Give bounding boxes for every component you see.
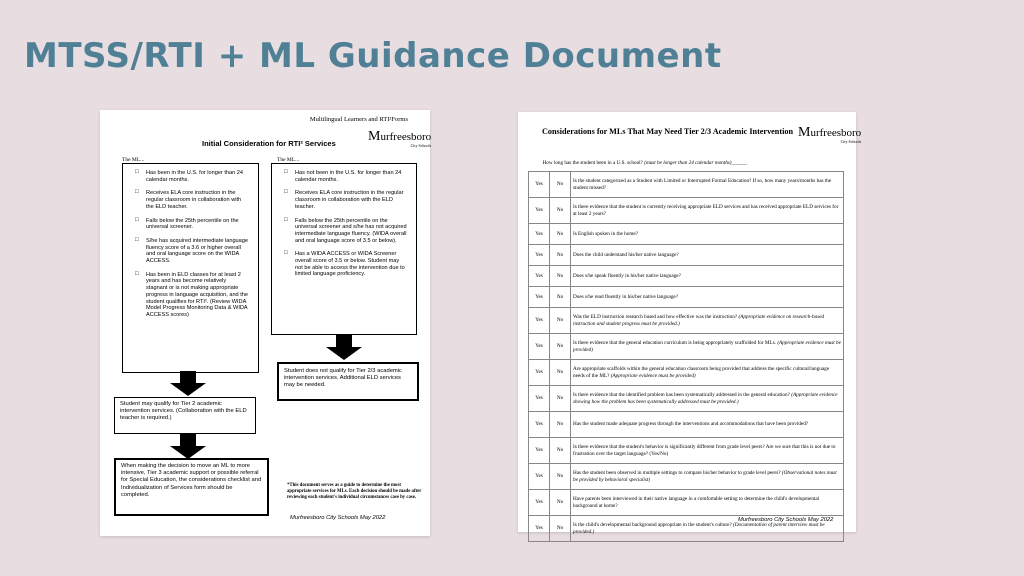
- tier2-result-text: Student may qualify for Tier 2 academic intervention services. (Collaboration with the ELD teacher is required.): [120, 401, 247, 422]
- evidence-note: (Appropriate evidence on research-based instruction and student progress must be provided.): [573, 314, 825, 327]
- no-option[interactable]: No: [550, 245, 571, 266]
- down-arrow-icon: [170, 434, 206, 460]
- criteria-item: □ Receives ELA core instruction in the regular classroom in collaboration with the ELD teacher.: [135, 190, 248, 210]
- no-qualify-result-box: [277, 362, 419, 401]
- tier2-result-box: [114, 397, 256, 434]
- question-cell: [571, 438, 844, 464]
- criteria-item: □ S/he has acquired intermediate language fluency score of a 3.6 or higher overall and oral language score on the WIDA ACCESS.: [135, 238, 248, 265]
- no-option[interactable]: No: [550, 438, 571, 464]
- logo-subtext: City Schools: [840, 139, 862, 144]
- table-row: [529, 490, 844, 516]
- yes-option[interactable]: Yes: [529, 266, 550, 287]
- tier3-decision-box: [114, 458, 269, 516]
- checklist-title: Considerations for MLs That May Need Tier 2/3 Academic Intervention: [542, 127, 794, 136]
- table-row: [529, 224, 844, 245]
- considerations-checklist-document: [518, 112, 862, 535]
- considerations-table: [528, 156, 844, 542]
- question-text: Has the student been observed in multiple settings to compare his/her behavior to grade level peers?: [573, 470, 781, 477]
- no-option[interactable]: No: [550, 287, 571, 308]
- question-text: Was the ELD instruction research based and how effective was the instruction?: [573, 314, 738, 321]
- question-cell: [571, 224, 844, 245]
- question-text: Is there evidence that the identified problem has been systematically addressed in the general education?: [573, 392, 790, 399]
- slide-title: MTSS/RTI + ML Guidance Document: [24, 36, 722, 76]
- no-option[interactable]: No: [550, 224, 571, 245]
- no-option[interactable]: No: [550, 412, 571, 438]
- yes-option[interactable]: Yes: [529, 334, 550, 360]
- question-cell: [571, 308, 844, 334]
- header-note: (must be longer than 24 calendar months)______: [644, 160, 748, 167]
- question-cell: [571, 360, 844, 386]
- criteria-item: □ Receives ELA core instruction in the regular classroom in collaboration with the ELD teacher.: [284, 190, 408, 210]
- question-text: Is there evidence that the general education curriculum is being appropriately scaffolded for MLs.: [573, 340, 777, 347]
- right-criteria-box: [271, 163, 417, 335]
- header-question: How long has the student been in a U.S. school?: [542, 160, 643, 167]
- yes-option[interactable]: Yes: [529, 245, 550, 266]
- question-cell: [571, 172, 844, 198]
- evidence-note: (Appropriate evidence must be provided): [610, 372, 696, 379]
- yes-option[interactable]: Yes: [529, 464, 550, 490]
- logo-subtext: City Schools: [410, 143, 432, 148]
- no-option[interactable]: No: [550, 516, 571, 542]
- evidence-note: (Appropriate evidence showing how the problem has been systematically addressed must be provided.): [573, 392, 838, 405]
- criteria-item: □ Has not been in the U.S. for longer than 24 calendar months.: [284, 170, 408, 183]
- no-option[interactable]: No: [550, 308, 571, 334]
- question-text: Does the child understand his/her native language?: [573, 251, 679, 258]
- question-text: Is there evidence that the student is currently receiving appropriate ELD services and has received appropriate ELD services for at least 2 years?: [573, 204, 839, 217]
- tier3-decision-text: When making the decision to move an ML to more intensive, Tier 3 academic support or possible referral for Special Education, the considerations checklist and Individualization of Services form should be completed.: [121, 463, 262, 498]
- down-arrow-icon: [170, 371, 206, 397]
- question-cell: [571, 490, 844, 516]
- left-column-label: The ML...: [122, 157, 145, 163]
- question-cell: [571, 464, 844, 490]
- left-criteria-box: [122, 163, 259, 373]
- table-row: [529, 245, 844, 266]
- yes-option[interactable]: Yes: [529, 516, 550, 542]
- no-option[interactable]: No: [550, 386, 571, 412]
- yes-option[interactable]: Yes: [529, 386, 550, 412]
- table-row: [529, 172, 844, 198]
- logo-text: urfreesboro: [380, 131, 432, 143]
- guidance-note: *This document serves as a guide to determine the most appropriate services for MLs. Each decision should be made after reviewing each student's individual circumstances case by case.: [287, 483, 422, 500]
- question-text: Does s/he read fluently in his/her native language?: [573, 293, 679, 300]
- no-option[interactable]: No: [550, 360, 571, 386]
- right-column-label: The ML...: [277, 157, 300, 163]
- doc-header-note: Multilingual Learners and RTI²Forms: [309, 116, 408, 123]
- no-option[interactable]: No: [550, 334, 571, 360]
- yes-option[interactable]: Yes: [529, 490, 550, 516]
- question-cell: [571, 287, 844, 308]
- table-row: [529, 198, 844, 224]
- yes-option[interactable]: Yes: [529, 287, 550, 308]
- logo-text: urfreesboro: [810, 127, 862, 139]
- table-row: [529, 464, 844, 490]
- yes-option[interactable]: Yes: [529, 412, 550, 438]
- table-row: [529, 412, 844, 438]
- evidence-note: (Documentation of parent interview must be provided.): [573, 522, 825, 535]
- logo-initial: M: [368, 129, 381, 144]
- yes-option[interactable]: Yes: [529, 438, 550, 464]
- question-cell: [571, 334, 844, 360]
- district-logo: [798, 123, 861, 144]
- table-row: [529, 334, 844, 360]
- question-text: Does s/he speak fluently in his/her native language?: [573, 272, 681, 279]
- no-option[interactable]: No: [550, 198, 571, 224]
- right-criteria-list: [284, 170, 408, 278]
- yes-option[interactable]: Yes: [529, 360, 550, 386]
- question-cell: [571, 198, 844, 224]
- question-text: Are appropriate scaffolds within the general education classroom being provided that address the specific cultural/language needs of the ML?: [573, 366, 830, 379]
- checklist-footer: Murfreesboro City Schools May 2022: [738, 517, 834, 523]
- question-cell: [571, 245, 844, 266]
- yes-option[interactable]: Yes: [529, 198, 550, 224]
- yes-option[interactable]: Yes: [529, 224, 550, 245]
- header-question-cell: [529, 156, 844, 172]
- table-row: [529, 266, 844, 287]
- criteria-item: □ Falls below the 25th percentile on the universal screener.: [135, 218, 248, 231]
- question-text: Have parents been interviewed in their native language in a comfortable setting to determine the child's developmental background at home?: [573, 496, 820, 509]
- table-header-row: [529, 156, 844, 172]
- no-option[interactable]: No: [550, 490, 571, 516]
- question-text: Is English spoken in the home?: [573, 230, 638, 237]
- criteria-item: □ Has been in the U.S. for longer than 24 calendar months.: [135, 170, 248, 183]
- criteria-item: □ Falls below the 25th percentile on the universal screener and s/he has not acquired intermediate language fluency. (WIDA overall and oral language score of 3.5 or below).: [284, 218, 408, 245]
- evidence-note: (Appropriate evidence must be provided): [573, 340, 841, 353]
- yes-option[interactable]: Yes: [529, 172, 550, 198]
- question-cell: [571, 266, 844, 287]
- no-option[interactable]: No: [550, 266, 571, 287]
- question-text: Is the student categorized as a Student with Limited or Interrupted Formal Education? If so, how many years/months has the student missed?: [573, 178, 832, 191]
- table-row: [529, 308, 844, 334]
- district-logo: [368, 127, 431, 148]
- question-text: Has the student made adequate progress through the interventions and accommodations that have been provided?: [573, 421, 809, 428]
- criteria-item: □ Has been in ELD classes for at least 2 years and has become relatively stagnant or is not making appropriate progress in language acquisition, and the student qualifies for RTI². (Review WIDA Model Progress Monitoring Data & WIDA ACCESS scores): [135, 272, 248, 319]
- logo-initial: M: [798, 125, 811, 140]
- doc-title: Initial Consideration for RTI² Services: [202, 139, 336, 148]
- doc-footer: Murfreesboro City Schools May 2022: [290, 515, 386, 521]
- evidence-note: (Observational notes must be provided by behavioral specialist): [573, 470, 837, 483]
- question-text: Is there evidence that the student's behavior is significantly different from grade level peers? Are we sure that this is not due to frustration over the target language? (Yes/No): [573, 444, 836, 457]
- table-row: [529, 360, 844, 386]
- criteria-item: □ Has a WIDA ACCESS or WIDA Screener overall score of 3.5 or below. Student may not be able to access the intervention due to limited language proficiency.: [284, 251, 408, 278]
- initial-consideration-document: [100, 110, 430, 536]
- table-row: [529, 386, 844, 412]
- table-row: [529, 287, 844, 308]
- question-cell: [571, 412, 844, 438]
- yes-option[interactable]: Yes: [529, 308, 550, 334]
- no-option[interactable]: No: [550, 172, 571, 198]
- no-option[interactable]: No: [550, 464, 571, 490]
- table-row: [529, 438, 844, 464]
- left-criteria-list: [135, 170, 248, 319]
- question-cell: [571, 386, 844, 412]
- question-text: Is the child's developmental background appropriate in the student's culture?: [573, 522, 732, 529]
- no-qualify-result-text: Student does not qualify for Tier 2/3 academic intervention services. Additional ELD services may be needed.: [284, 368, 402, 389]
- down-arrow-icon: [326, 335, 362, 361]
